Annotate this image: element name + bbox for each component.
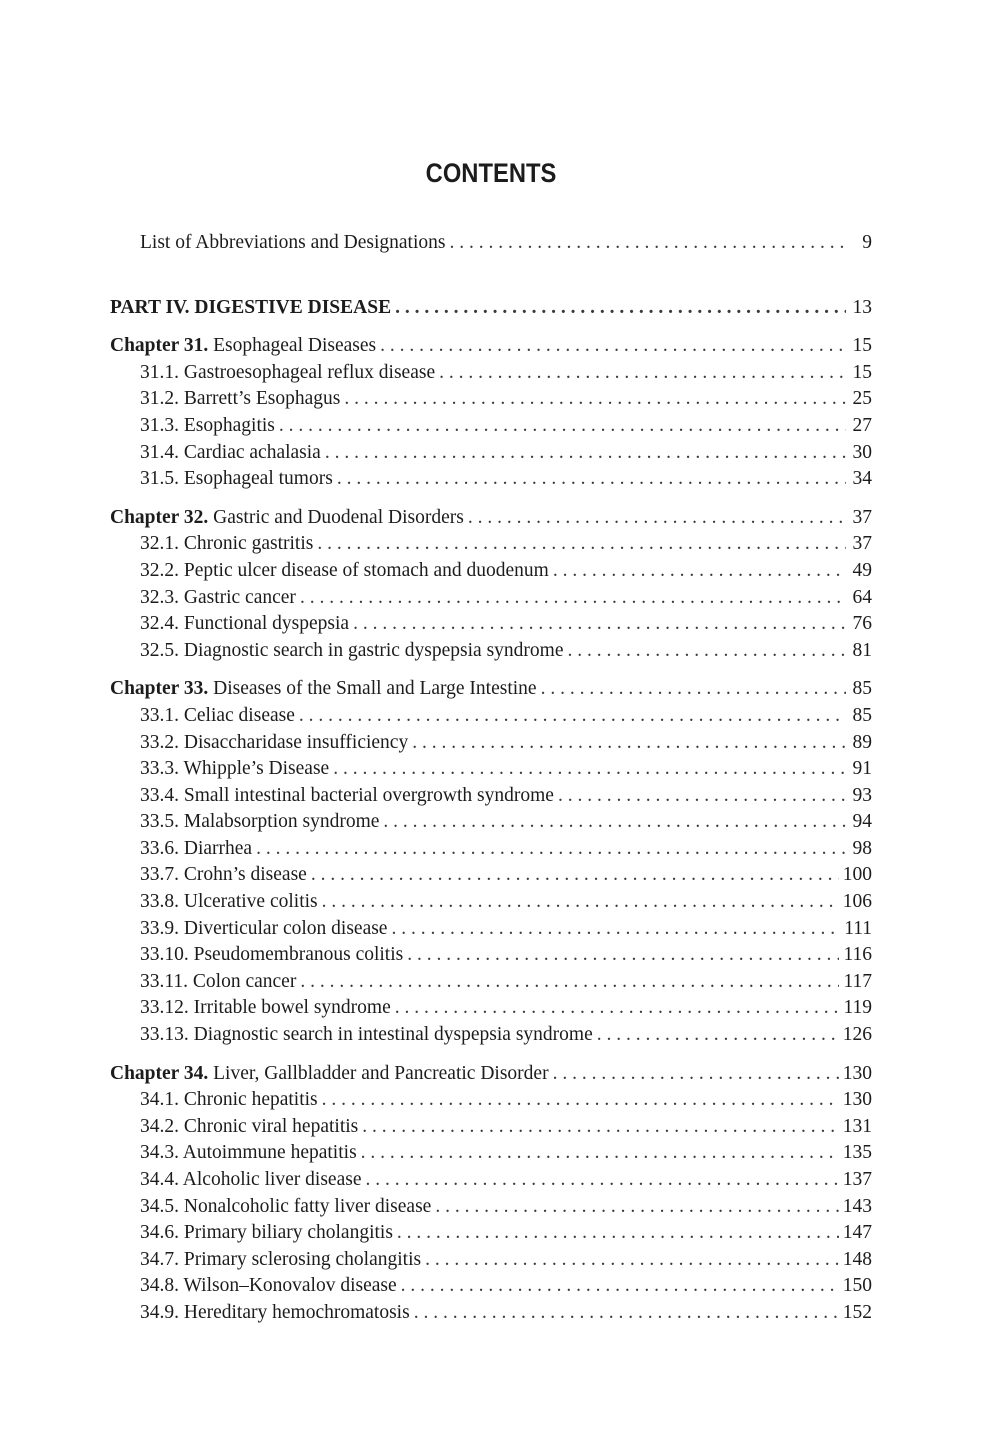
toc-section-label: 33.4. Small intestinal bacterial overgrowth syndrome — [140, 784, 554, 806]
toc-section-label: 32.2. Peptic ulcer disease of stomach and duodenum — [140, 559, 549, 581]
dot-leader — [391, 916, 840, 943]
toc-section-label: 33.10. Pseudomembranous colitis — [140, 944, 404, 966]
toc-page-number: 117 — [843, 970, 872, 992]
toc-section-label: 34.2. Chronic viral hepatitis — [140, 1115, 359, 1137]
toc-page-number: 64 — [852, 586, 872, 608]
toc-section-label: 33.7. Crohn’s disease — [140, 864, 307, 886]
toc-page-number: 111 — [844, 917, 872, 939]
dot-leader — [333, 756, 846, 783]
toc-chapter-label — [110, 1061, 549, 1088]
toc-section-label: 31.4. Cardiac achalasia — [140, 441, 321, 463]
toc-entry-section[interactable] — [110, 1140, 872, 1167]
toc-page-number: 9 — [862, 232, 872, 253]
toc-entry-section[interactable] — [110, 703, 872, 730]
toc-entries — [110, 230, 872, 1327]
dot-leader — [325, 440, 846, 467]
toc-entry-chapter[interactable] — [110, 1061, 872, 1088]
toc-section-label: 34.8. Wilson–Konovalov disease — [140, 1275, 397, 1297]
toc-entry-section[interactable] — [110, 386, 872, 413]
toc-entry-section[interactable] — [110, 862, 872, 889]
toc-section-label: 34.3. Autoimmune hepatitis — [140, 1142, 357, 1164]
toc-page-number: 135 — [842, 1142, 872, 1164]
toc-entry-section[interactable] — [110, 466, 872, 493]
toc-page-number: 150 — [842, 1275, 872, 1297]
dot-leader — [322, 1087, 839, 1114]
toc-entry-section[interactable] — [110, 1220, 872, 1247]
toc-section-label: 31.3. Esophagitis — [140, 414, 275, 436]
toc-entry-section[interactable] — [110, 1247, 872, 1274]
toc-section-label: 34.7. Primary sclerosing cholangitis — [140, 1248, 422, 1270]
toc-entry-section[interactable] — [110, 942, 872, 969]
toc-section-label: 33.8. Ulcerative colitis — [140, 891, 318, 913]
dot-leader — [541, 676, 846, 703]
toc-section-label: 33.6. Diarrhea — [140, 837, 253, 859]
toc-entry-section[interactable] — [110, 611, 872, 638]
toc-section-label: 33.12. Irritable bowel syndrome — [140, 997, 391, 1019]
toc-chapter-number: Chapter 31. — [110, 335, 209, 357]
toc-page-number: 126 — [842, 1024, 872, 1046]
toc-entry-section[interactable] — [110, 413, 872, 440]
dot-leader — [395, 995, 840, 1022]
dot-leader — [414, 1300, 839, 1327]
toc-chapter-number: Chapter 34. — [110, 1062, 209, 1084]
page-title: CONTENTS — [425, 158, 557, 188]
toc-page-number: 148 — [842, 1248, 872, 1270]
toc-page-number: 131 — [842, 1115, 872, 1137]
dot-leader — [397, 1220, 839, 1247]
toc-entry-section[interactable] — [110, 916, 872, 943]
dot-leader — [401, 1273, 839, 1300]
dot-leader — [361, 1140, 839, 1167]
dot-leader — [468, 505, 846, 532]
toc-page-number: 143 — [842, 1195, 872, 1217]
dot-leader — [395, 295, 846, 322]
toc-chapter-title: Liver, Gallbladder and Pancreatic Disorder — [208, 1062, 549, 1084]
toc-page-number: 130 — [842, 1062, 872, 1084]
toc-entry-section[interactable] — [110, 585, 872, 612]
toc-section-label: 34.6. Primary biliary cholangitis — [140, 1222, 393, 1244]
toc-page-number: 130 — [842, 1089, 872, 1111]
toc-page-number: 152 — [842, 1301, 872, 1323]
toc-entry-abbreviations[interactable] — [110, 230, 872, 257]
toc-page-number: 91 — [852, 758, 872, 780]
dot-leader — [435, 1194, 838, 1221]
toc-section-label: 34.1. Chronic hepatitis — [140, 1089, 318, 1111]
toc-page-number: 119 — [843, 997, 872, 1019]
toc-section-label: 34.4. Alcoholic liver disease — [140, 1169, 362, 1190]
toc-entry-section[interactable] — [110, 1300, 872, 1327]
dot-leader — [407, 942, 839, 969]
toc-section-label: 32.5. Diagnostic search in gastric dyspepsia syndrome — [140, 639, 564, 661]
toc-section-label: 33.13. Diagnostic search in intestinal dyspepsia syndrome — [140, 1024, 593, 1046]
toc-page-number: 30 — [852, 441, 872, 463]
dot-leader — [553, 558, 846, 585]
dot-leader — [299, 703, 846, 730]
toc-entry-section[interactable] — [110, 995, 872, 1022]
toc-page-number: 15 — [852, 361, 872, 383]
toc-entry-section[interactable] — [110, 1194, 872, 1221]
toc-entry-chapter[interactable] — [110, 333, 872, 360]
toc-section-label: 31.2. Barrett’s Esophagus — [140, 388, 341, 410]
toc-chapter-title: Gastric and Duodenal Disorders — [208, 506, 464, 528]
toc-entry-section[interactable] — [110, 1273, 872, 1300]
toc-chapter-number: Chapter 32. — [110, 506, 209, 528]
toc-chapter-title: Diseases of the Small and Large Intestine — [208, 678, 537, 700]
toc-page-number: 13 — [852, 296, 872, 318]
dot-leader — [311, 862, 839, 889]
toc-section-label: 33.5. Malabsorption syndrome — [140, 811, 380, 833]
toc-section-label: 31.5. Esophageal tumors — [140, 468, 333, 490]
toc-page-number: 37 — [852, 506, 872, 528]
toc-page-number: 85 — [852, 704, 872, 726]
dot-leader — [449, 230, 846, 257]
toc-page-number: 106 — [842, 891, 872, 913]
toc-section-label: 32.4. Functional dyspepsia — [140, 613, 350, 635]
toc-chapter-title: Esophageal Diseases — [208, 335, 377, 357]
toc-page-number: 100 — [842, 864, 872, 886]
toc-page-number: 15 — [852, 335, 872, 357]
toc-entry-section[interactable] — [110, 1087, 872, 1114]
dot-leader — [380, 333, 846, 360]
toc-page-number: 27 — [852, 414, 872, 436]
toc-entry-section[interactable] — [110, 638, 872, 665]
toc-entry-section[interactable] — [110, 1167, 872, 1194]
toc-entry-section[interactable] — [110, 969, 872, 996]
dot-leader — [568, 638, 847, 665]
toc-section-label: 32.3. Gastric cancer — [140, 586, 296, 608]
toc-chapter-label — [110, 505, 464, 532]
toc-section-label: 33.2. Disaccharidase insufficiency — [140, 731, 409, 753]
toc-entry-chapter[interactable] — [110, 676, 872, 703]
toc-entry-chapter[interactable] — [110, 505, 872, 532]
toc-page-number: 93 — [852, 784, 872, 806]
toc-section-label: 33.11. Colon cancer — [140, 970, 297, 992]
toc-page-number: 85 — [852, 678, 872, 700]
dot-leader — [353, 611, 846, 638]
toc-page-number: 98 — [852, 837, 872, 859]
toc-section-label: 32.1. Chronic gastritis — [140, 533, 314, 555]
toc-entry-section[interactable] — [110, 360, 872, 387]
dot-leader — [439, 360, 846, 387]
toc-part-label: PART IV. DIGESTIVE DISEASE — [110, 296, 392, 318]
dot-leader — [412, 730, 846, 757]
dot-leader — [300, 969, 839, 996]
dot-leader — [322, 889, 839, 916]
toc-page — [110, 0, 872, 1454]
toc-entry-section[interactable] — [110, 756, 872, 783]
toc-section-label: 33.9. Diverticular colon disease — [140, 917, 388, 939]
toc-page-number: 94 — [852, 811, 872, 833]
toc-entry-section[interactable] — [110, 730, 872, 757]
toc-entry-section[interactable] — [110, 783, 872, 810]
dot-leader — [553, 1061, 839, 1088]
toc-entry-section[interactable] — [110, 836, 872, 863]
toc-page-number: 49 — [852, 559, 872, 581]
dot-leader — [366, 1167, 839, 1194]
toc-chapter-label — [110, 676, 537, 703]
toc-section-label: 33.3. Whipple’s Disease — [140, 758, 330, 780]
toc-entry-section[interactable] — [110, 889, 872, 916]
dot-leader — [279, 413, 846, 440]
toc-section-label: 34.9. Hereditary hemochromatosis — [140, 1301, 410, 1323]
toc-page-number: 116 — [843, 944, 872, 966]
toc-entry-section[interactable] — [110, 809, 872, 836]
toc-section-label: 33.1. Celiac disease — [140, 704, 295, 726]
toc-entry-section[interactable] — [110, 1022, 872, 1049]
toc-page-number: 147 — [842, 1222, 872, 1244]
dot-leader — [558, 783, 846, 810]
dot-leader — [300, 585, 846, 612]
toc-entry-section[interactable] — [110, 558, 872, 585]
toc-section-label: 34.5. Nonalcoholic fatty liver disease — [140, 1195, 432, 1217]
dot-leader — [317, 531, 846, 558]
toc-page-number: 137 — [842, 1169, 872, 1190]
dot-leader — [337, 466, 846, 493]
toc-page-number: 37 — [852, 533, 872, 555]
dot-leader — [383, 809, 846, 836]
toc-chapter-label — [110, 333, 376, 360]
toc-entry-section[interactable] — [110, 1114, 872, 1141]
dot-leader — [597, 1022, 839, 1049]
dot-leader — [256, 836, 846, 863]
toc-entry-part[interactable] — [110, 295, 872, 322]
toc-entry-section[interactable] — [110, 531, 872, 558]
toc-page-number: 89 — [852, 731, 872, 753]
dot-leader — [362, 1114, 838, 1141]
toc-entry-label: List of Abbreviations and Designations — [140, 232, 446, 253]
toc-page-number: 34 — [852, 468, 872, 490]
toc-page-number: 76 — [852, 613, 872, 635]
dot-leader — [344, 386, 846, 413]
toc-page-number: 81 — [852, 639, 872, 661]
dot-leader — [425, 1247, 839, 1274]
toc-section-label: 31.1. Gastroesophageal reflux disease — [140, 361, 436, 383]
toc-entry-section[interactable] — [110, 440, 872, 467]
toc-page-number: 25 — [852, 388, 872, 410]
toc-chapter-number: Chapter 33. — [110, 678, 209, 700]
